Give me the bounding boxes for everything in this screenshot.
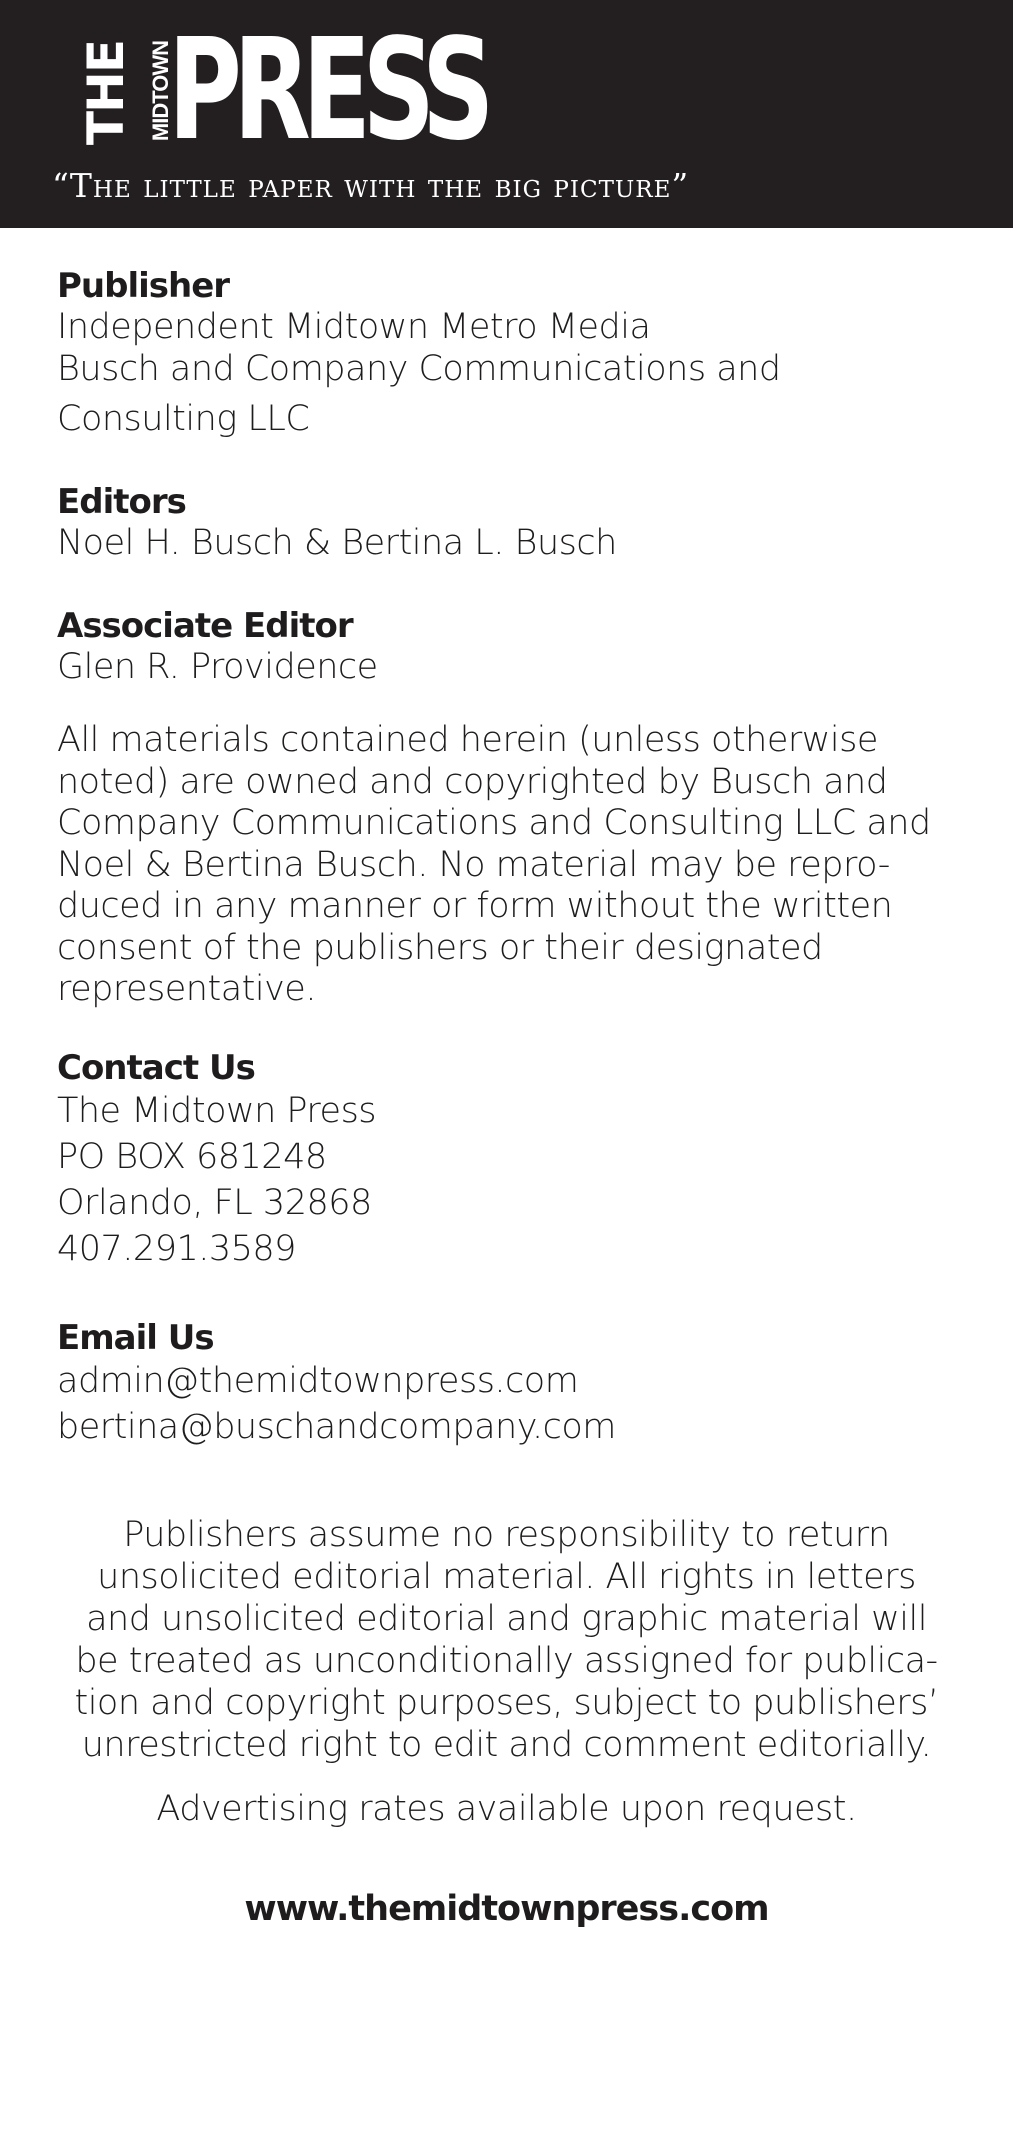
website-link[interactable]: www.themidtownpress.com <box>244 1889 769 1929</box>
masthead <box>0 0 1013 228</box>
copyright-line: duced in any manner or form without the written <box>57 886 893 926</box>
associate-editor-name: Glen R. Providence <box>57 647 378 687</box>
copyright-line: Noel & Bertina Busch. No material may be repro- <box>57 844 890 885</box>
contact-city: Orlando, FL 32868 <box>57 1183 372 1223</box>
copyright-line: consent of the publishers or their designated <box>57 927 823 968</box>
disclaimer-line: unrestricted right to edit and comment editorially. <box>81 1725 932 1765</box>
email-heading: Email Us <box>57 1318 214 1358</box>
editors-heading: Editors <box>57 482 186 522</box>
associate-editor-section <box>57 606 378 688</box>
copyright-line: representative. <box>57 969 316 1009</box>
logo-midtown: MIDTOWN <box>148 40 173 142</box>
publisher-line: Busch and Company Communications and <box>57 349 781 389</box>
logo-the: THE <box>77 40 135 146</box>
midtown-press-logo <box>68 9 488 172</box>
email-section <box>57 1318 616 1450</box>
disclaimer-line: and unsolicited editorial and graphic material will <box>86 1599 927 1639</box>
publisher-line: Independent Midtown Metro Media <box>57 307 651 347</box>
editors-names: Noel H. Busch & Bertina L. Busch <box>57 523 617 563</box>
copyright-line: noted) are owned and copyrighted by Busch and <box>57 761 888 802</box>
disclaimer-line: unsolicited editorial material. All rights in letters <box>97 1557 916 1597</box>
email-admin-link[interactable]: admin@themidtownpress.com <box>57 1361 579 1401</box>
publisher-line: Consulting LLC <box>57 399 310 439</box>
logo-press: PRESS <box>168 9 486 172</box>
associate-editor-heading: Associate Editor <box>57 606 353 646</box>
contact-heading: Contact Us <box>57 1048 255 1088</box>
disclaimer <box>0 1514 1013 1766</box>
publisher-heading: Publisher <box>57 266 230 306</box>
tagline: “The little paper with the big picture” <box>52 166 690 205</box>
copyright-line: Company Communications and Consulting LLC and <box>57 803 931 843</box>
copyright-line: All materials contained herein (unless otherwise <box>57 720 878 760</box>
contact-phone: 407.291.3589 <box>57 1229 296 1269</box>
disclaimer-line: Publishers assume no responsibility to return <box>123 1515 890 1555</box>
editors-section <box>57 482 617 564</box>
contact-name: The Midtown Press <box>57 1091 377 1131</box>
disclaimer-line: be treated as unconditionally assigned for publica- <box>75 1641 938 1681</box>
email-bertina-link[interactable]: bertina@buschandcompany.com <box>57 1407 616 1447</box>
logo-stack <box>68 26 173 156</box>
publisher-section <box>57 266 781 440</box>
contact-po-box: PO BOX 681248 <box>57 1137 327 1177</box>
copyright-notice <box>57 720 931 1011</box>
advertising-note: Advertising rates available upon request. <box>156 1789 857 1829</box>
contact-section <box>57 1048 376 1272</box>
disclaimer-line: tion and copyright purposes, subject to publishers’ <box>74 1683 939 1723</box>
